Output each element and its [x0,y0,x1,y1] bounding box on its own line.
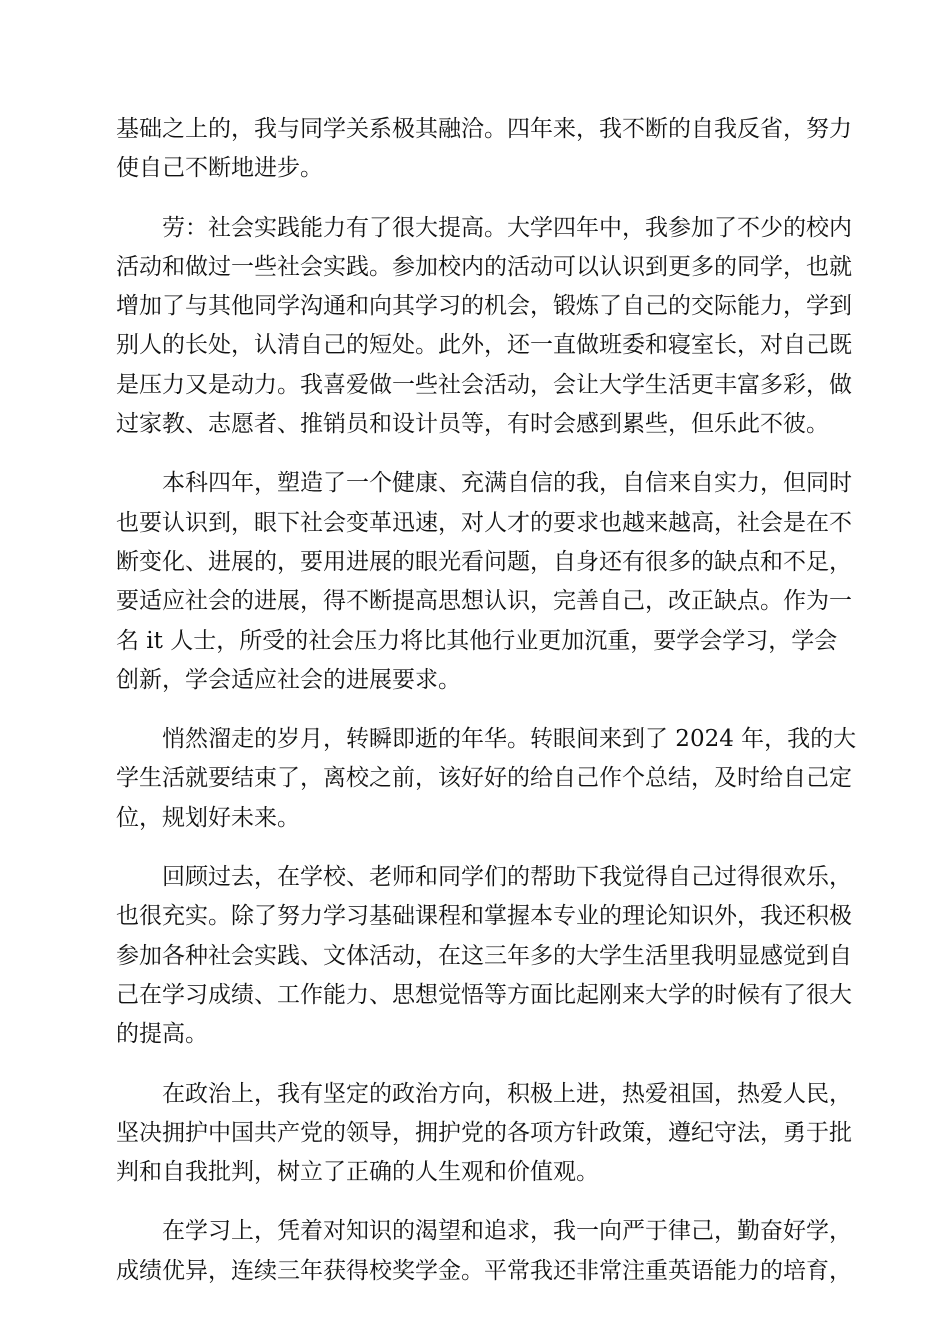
text-line: 创新，学会适应社会的进展要求。 [116,666,461,693]
text-line: 增加了与其他同学沟通和向其学习的机会，锻炼了自己的交际能力，学到 [116,293,852,320]
text-line: 回顾过去，在学校、老师和同学们的帮助下我觉得自己过得很欢乐， [162,864,852,891]
paragraph-review [116,858,852,1054]
text-line: 坚决拥护中国共产党的领导，拥护党的各项方针政策，遵纪守法，勇于批 [116,1119,852,1146]
text-line: 活动和做过一些社会实践。参加校内的活动可以认识到更多的同学，也就 [116,253,852,280]
document-body [116,110,857,1311]
text-line: 本科四年，塑造了一个健康、充满自信的我，自信来自实力，但同时 [162,470,852,497]
text-line: 劳：社会实践能力有了很大提高。大学四年中，我参加了不少的校内 [162,214,852,241]
paragraph-politics [116,1075,852,1193]
text-line: 过家教、志愿者、推销员和设计员等，有时会感到累些，但乐此不彼。 [116,411,829,438]
paragraph-study [116,1212,852,1291]
text-line: 判和自我批判，树立了正确的人生观和价值观。 [116,1159,599,1186]
text-line: 参加各种社会实践、文体活动，在这三年多的大学生活里我明显感觉到自 [116,942,852,969]
text-line: 学生活就要结束了，离校之前，该好好的给自己作个总结，及时给自己定 [116,765,852,792]
text-line: 别人的长处，认清自己的短处。此外，还一直做班委和寝室长，对自己既 [116,332,852,359]
text-line: 在政治上，我有坚定的政治方向，积极上进，热爱祖国，热爱人民， [162,1080,852,1107]
text-line: 也要认识到，眼下社会变革迅速，对人才的要求也越来越高，社会是在不 [116,509,852,536]
paragraph-years [116,720,857,838]
text-line: 的提高。 [116,1021,208,1048]
text-line: 己在学习成绩、工作能力、思想觉悟等方面比起刚来大学的时候有了很大 [116,981,852,1008]
paragraph-undergraduate [116,464,852,700]
paragraph-labor [116,209,852,445]
text-line: 悄然溜走的岁月，转瞬即逝的年华。转眼间来到了 2024 年，我的大 [162,726,857,753]
text-line: 要适应社会的进展，得不断提高思想认识，完善自己，改正缺点。作为一 [116,588,852,615]
text-line: 基础之上的，我与同学关系极其融洽。四年来，我不断的自我反省，努力 [116,116,852,142]
text-line: 也很充实。除了努力学习基础课程和掌握本专业的理论知识外，我还积极 [116,903,852,930]
text-line: 成绩优异，连续三年获得校奖学金。平常我还非常注重英语能力的培育， [116,1257,852,1284]
text-line: 位，规划好未来。 [116,804,300,831]
text-line: 是压力又是动力。我喜爱做一些社会活动，会让大学生活更丰富多彩，做 [116,371,852,398]
paragraph-continuation [116,110,852,189]
text-line: 使自己不断地进步。 [116,155,323,182]
text-line: 断变化、进展的，要用进展的眼光看问题，自身还有很多的缺点和不足， [116,548,852,575]
text-line: 在学习上，凭着对知识的渴望和追求，我一向严于律己，勤奋好学， [162,1218,852,1245]
text-line: 名 it 人士，所受的社会压力将比其他行业更加沉重，要学会学习，学会 [116,627,838,654]
